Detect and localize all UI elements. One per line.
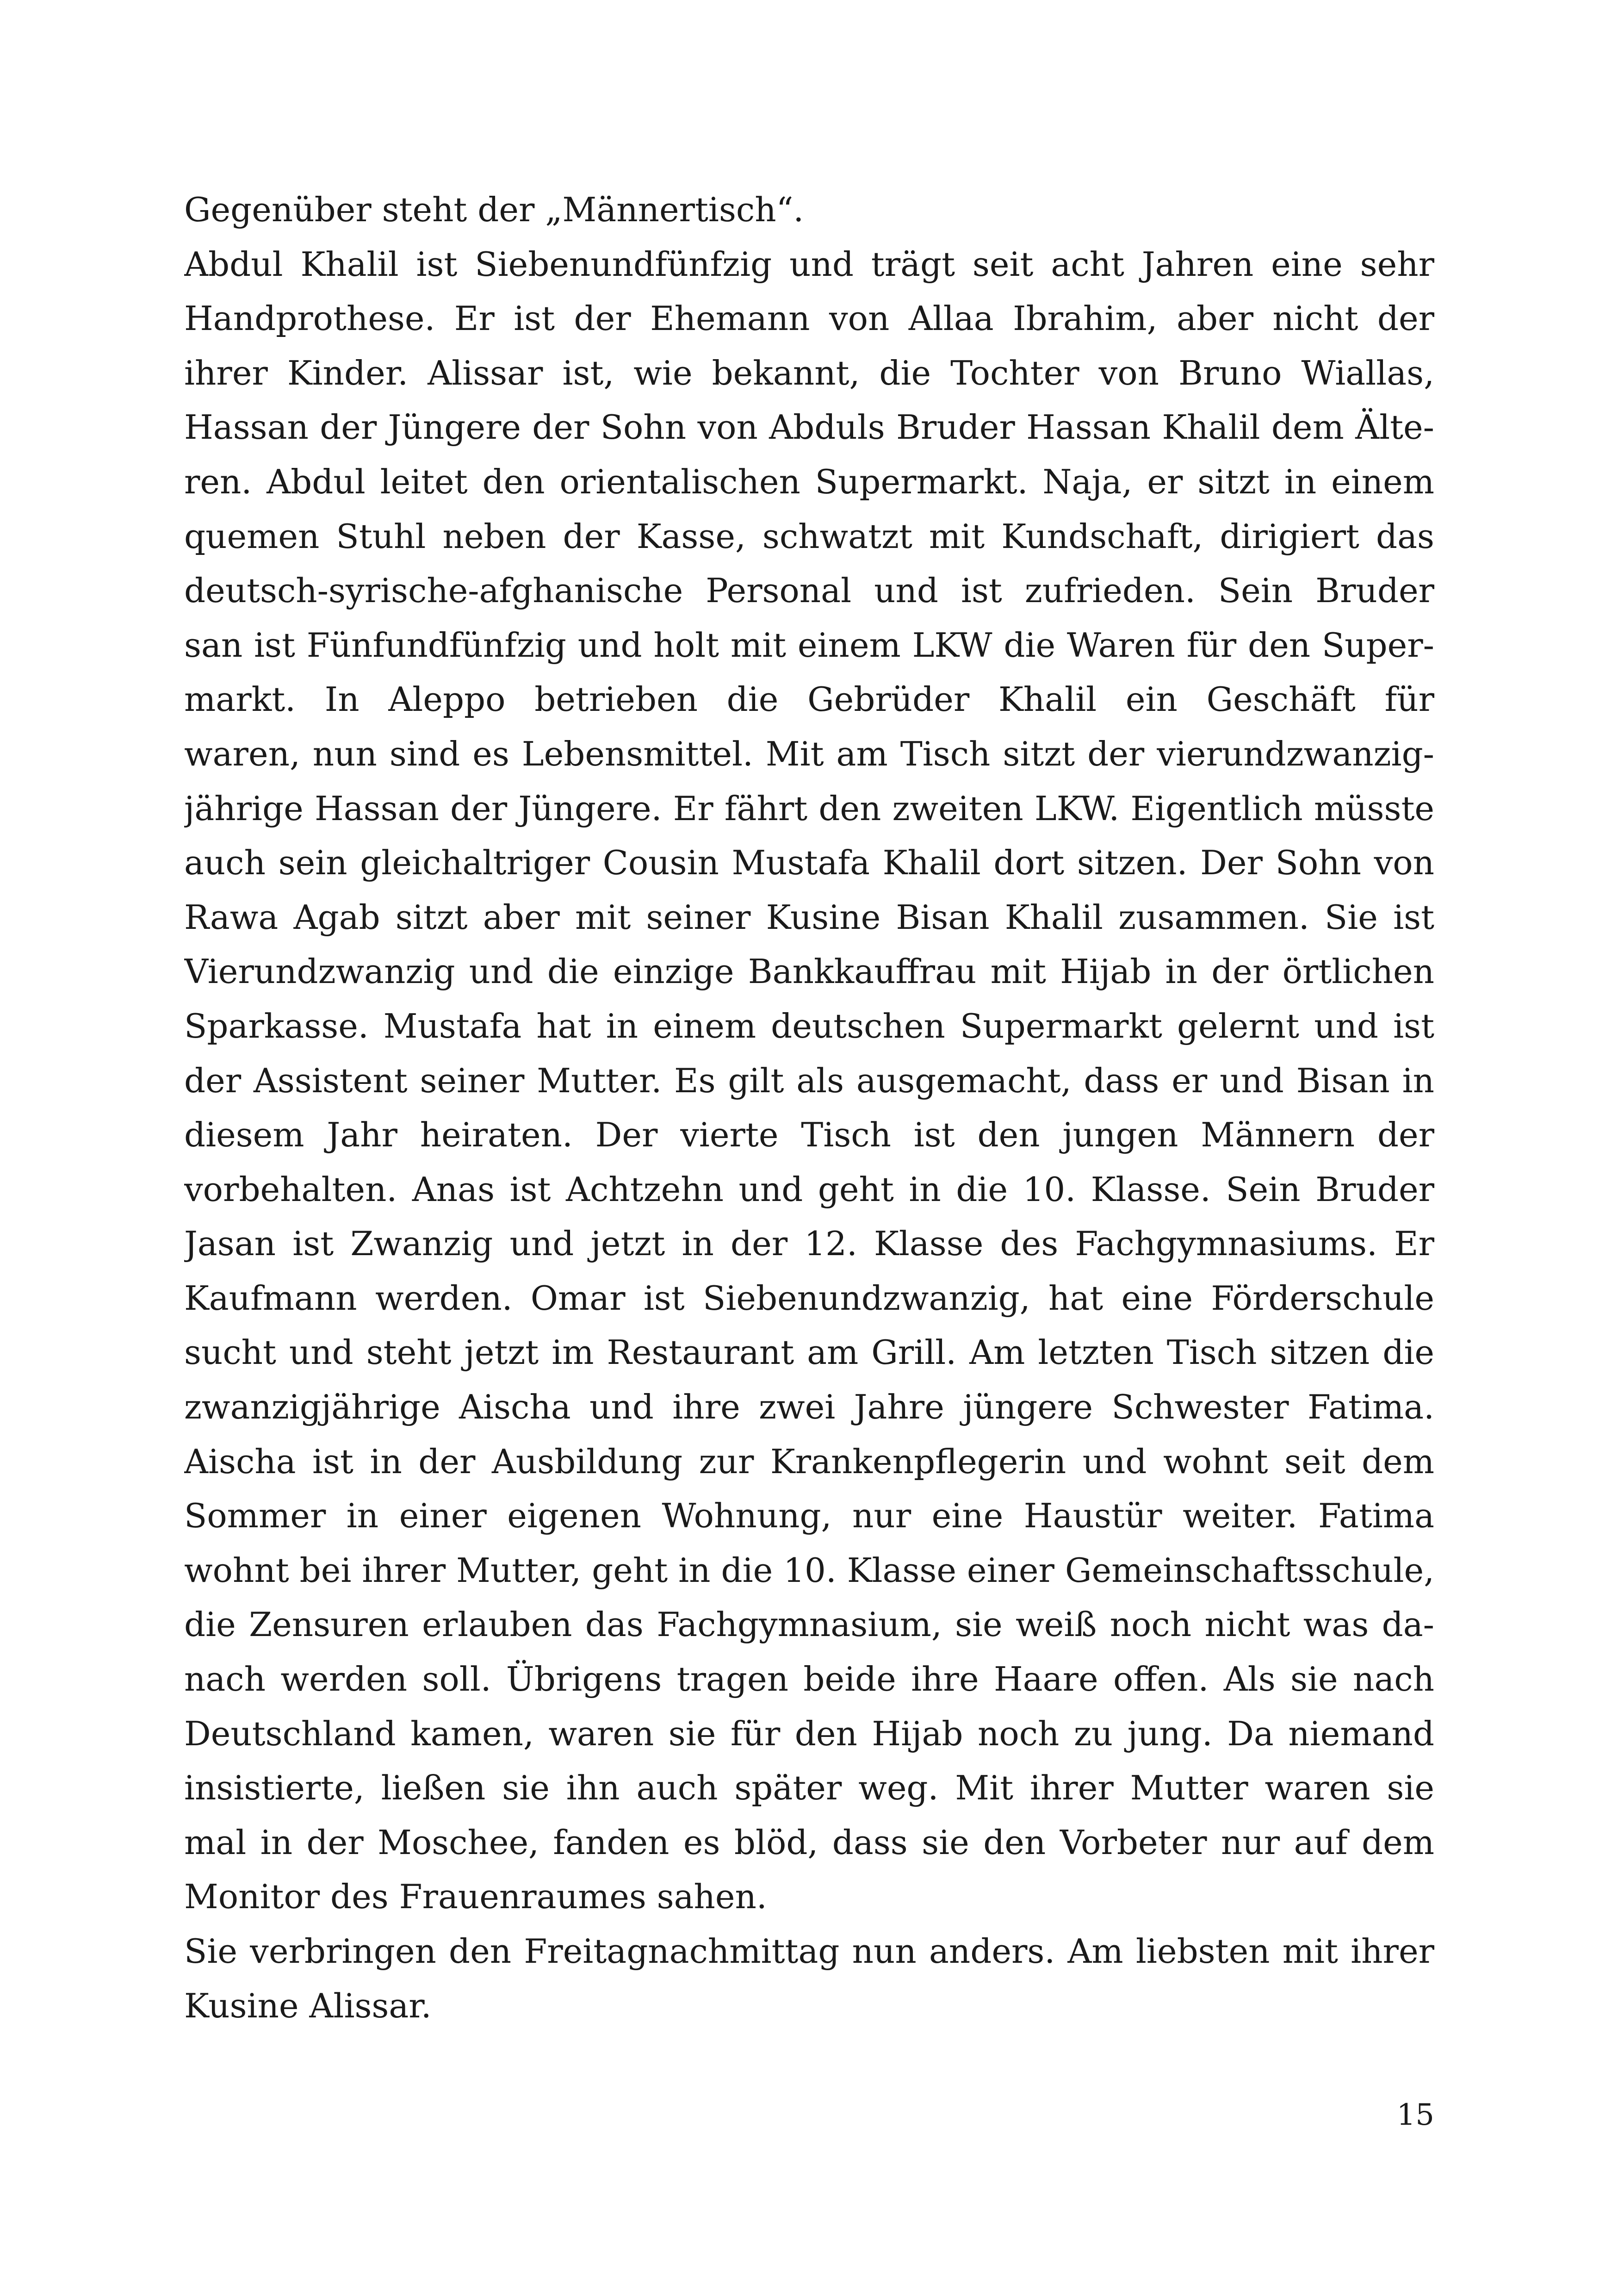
text-line: auch sein gleichaltriger Cousin Mustafa Khalil dort sitzen. Der Sohn von <box>184 843 1434 883</box>
text-line: diesem Jahr heiraten. Der vierte Tisch ist den jungen Männern der <box>184 1115 1434 1155</box>
text-line: Hassan der Jüngere der Sohn von Abduls Bruder Hassan Khalil dem Älte- <box>184 408 1434 447</box>
text-line: Gegenüber steht der „Männertisch“. <box>184 190 804 229</box>
text-line: Kaufmann werden. Omar ist Siebenundzwanzig, hat eine Förderschule <box>184 1278 1434 1318</box>
text-line: Jasan ist Zwanzig und jetzt in der 12. Klasse des Fachgymnasiums. Er <box>184 1224 1434 1263</box>
text-line: insistierte, ließen sie ihn auch später weg. Mit ihrer Mutter waren sie <box>184 1768 1434 1808</box>
text-line: Kusine Alissar. <box>184 1986 432 2025</box>
text-line: Vierundzwanzig und die einzige Bankkauffrau mit Hijab in der örtlichen <box>184 952 1434 991</box>
text-line: Handprothese. Er ist der Ehemann von Allaa Ibrahim, aber nicht der <box>184 299 1434 338</box>
text-line: Aischa ist in der Ausbildung zur Krankenpflegerin und wohnt seit dem <box>184 1442 1434 1481</box>
text-line: san ist Fünfundfünfzig und holt mit einem LKW die Waren für den Super- <box>184 625 1434 665</box>
text-line: deutsch-syrische-afghanische Personal und ist zufrieden. Sein Bruder <box>184 571 1434 610</box>
text-line: der Assistent seiner Mutter. Es gilt als ausgemacht, dass er und Bisan in <box>184 1061 1434 1100</box>
text-line: quemen Stuhl neben der Kasse, schwatzt mit Kundschaft, dirigiert das <box>184 516 1434 556</box>
text-line: markt. In Aleppo betrieben die Gebrüder Khalil ein Geschäft für <box>184 680 1434 719</box>
text-line: mal in der Moschee, fanden es blöd, dass sie den Vorbeter nur auf dem <box>184 1823 1434 1862</box>
text-line: waren, nun sind es Lebensmittel. Mit am Tisch sitzt der vierundzwanzig- <box>184 734 1434 773</box>
text-line: zwanzigjährige Aischa und ihre zwei Jahre jüngere Schwester Fatima. <box>184 1388 1434 1427</box>
text-line: ihrer Kinder. Alissar ist, wie bekannt, die Tochter von Bruno Wiallas, <box>184 353 1434 392</box>
text-line: Monitor des Frauenraumes sahen. <box>184 1877 767 1916</box>
body-text <box>184 183 1434 2033</box>
text-line: nach werden soll. Übrigens tragen beide ihre Haare offen. Als sie nach <box>184 1660 1434 1699</box>
text-line: Deutschland kamen, waren sie für den Hijab noch zu jung. Da niemand <box>184 1714 1434 1753</box>
text-line: Sie verbringen den Freitagnachmittag nun anders. Am liebsten mit ihrer <box>184 1932 1434 1971</box>
page-number: 15 <box>1396 2098 1434 2132</box>
text-line: Sommer in einer eigenen Wohnung, nur eine Haustür weiter. Fatima <box>184 1496 1434 1536</box>
text-line: wohnt bei ihrer Mutter, geht in die 10. Klasse einer Gemeinschaftsschule, <box>184 1550 1434 1590</box>
text-line: sucht und steht jetzt im Restaurant am Grill. Am letzten Tisch sitzen die <box>184 1333 1434 1372</box>
text-line: Sparkasse. Mustafa hat in einem deutschen Supermarkt gelernt und ist <box>184 1006 1434 1045</box>
text-line: die Zensuren erlauben das Fachgymnasium, sie weiß noch nicht was da- <box>184 1605 1434 1644</box>
text-line: jährige Hassan der Jüngere. Er fährt den zweiten LKW. Eigentlich müsste <box>184 789 1434 828</box>
text-line: vorbehalten. Anas ist Achtzehn und geht in die 10. Klasse. Sein Bruder <box>184 1170 1434 1209</box>
text-line: Rawa Agab sitzt aber mit seiner Kusine Bisan Khalil zusammen. Sie ist <box>184 897 1434 937</box>
text-line: ren. Abdul leitet den orientalischen Supermarkt. Naja, er sitzt in einem <box>184 462 1434 501</box>
text-line: Abdul Khalil ist Siebenundfünfzig und trägt seit acht Jahren eine sehr <box>184 244 1434 284</box>
